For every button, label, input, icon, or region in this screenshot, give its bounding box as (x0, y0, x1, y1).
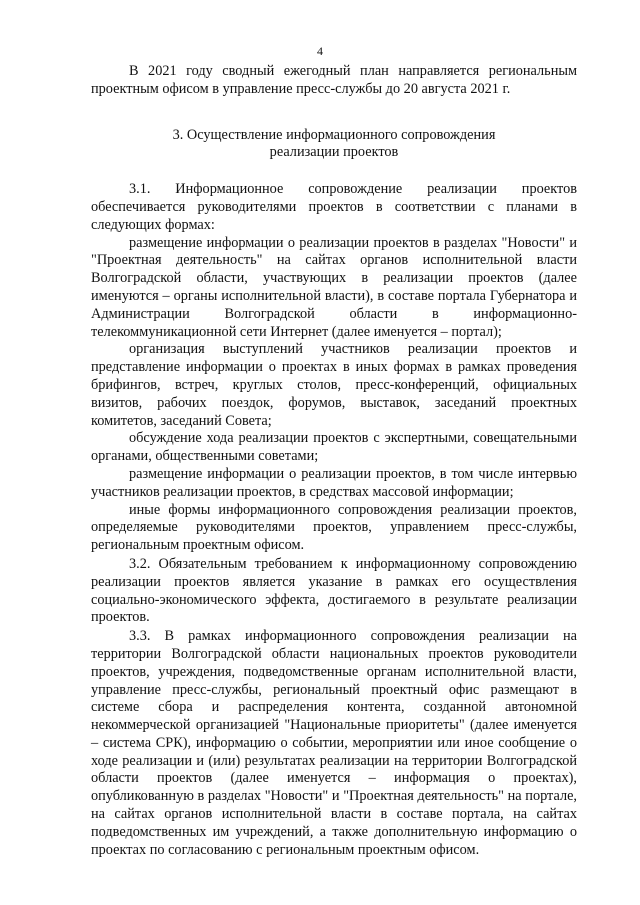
list-item-other-forms: иные формы информационного сопровождения реализации проектов, определяемые руководителями проектов, управлением пресс-службы, региональным проектным офисом. (91, 501, 577, 554)
paragraph-3-1: 3.1. Информационное сопровождение реализации проектов обеспечивается руководителями проектов в соответствии с планами в следующих формах: (91, 181, 577, 233)
section-title-line2: реализации проектов (269, 144, 399, 161)
list-item-speeches: организация выступлений участников реализации проектов и представление информации о проектах в иных формах в рамках проведения брифингов, встреч, круглых столов, пресс-конференций, официальных визитов, рабочих поездок, форумов, выставок, заседаний проектных комитетов, заседаний Совета; (91, 341, 577, 429)
page-number: 4 (317, 44, 323, 58)
paragraph-3-2: 3.2. Обязательным требованием к информационному сопровождению реализации проектов является указание в рамках его осуществления социально-экономического эффекта, достигаемого в результате реализации проектов. (91, 555, 577, 626)
list-item-publication: размещение информации о реализации проектов в разделах "Новости" и "Проектная деятельность" на сайтах органов исполнительной власти Волгоградской области, участвующих в реализации проектов (далее именуются – органы исполнительной власти), в составе портала Губернатора и Администрации Волгоградской области в информационно-телекоммуникационной сети Интернет (далее именуется – портал); (91, 234, 577, 340)
section-heading (91, 127, 577, 163)
document-body (91, 63, 577, 859)
list-item-media: размещение информации о реализации проектов, в том числе интервью участников реализации проектов, в средствах массовой информации; (91, 465, 577, 500)
intro-paragraph: В 2021 году сводный ежегодный план направляется региональным проектным офисом в управление пресс-службы до 20 августа 2021 г. (91, 63, 577, 97)
paragraph-3-3: 3.3. В рамках информационного сопровождения реализации на территории Волгоградской области национальных проектов руководители проектов, учреждения, подведомственные органам исполнительной власти, управление пресс-службы, региональный проектный офис размещают в системе сбора и распределения контента, созданной автономной некоммерческой организацией "Национальные приоритеты" (далее именуется – система СРК), информацию о событии, мероприятии или иное сообщение о ходе реализации и (или) результатах реализации на территории Волгоградской области проектов (далее именуется – информация о проектах), опубликованную в разделах "Новости" и "Проектная деятельность" на портале, на сайтах органов исполнительной власти в составе портала, на сайтах подведомственных им учреждений, а также дополнительную информацию о проектах по согласованию с региональным проектным офисом. (91, 628, 577, 858)
section-title-line1: 3. Осуществление информационного сопровождения (172, 126, 496, 143)
list-item-discussion: обсуждение хода реализации проектов с экспертными, совещательными органами, общественными советами; (91, 430, 577, 465)
